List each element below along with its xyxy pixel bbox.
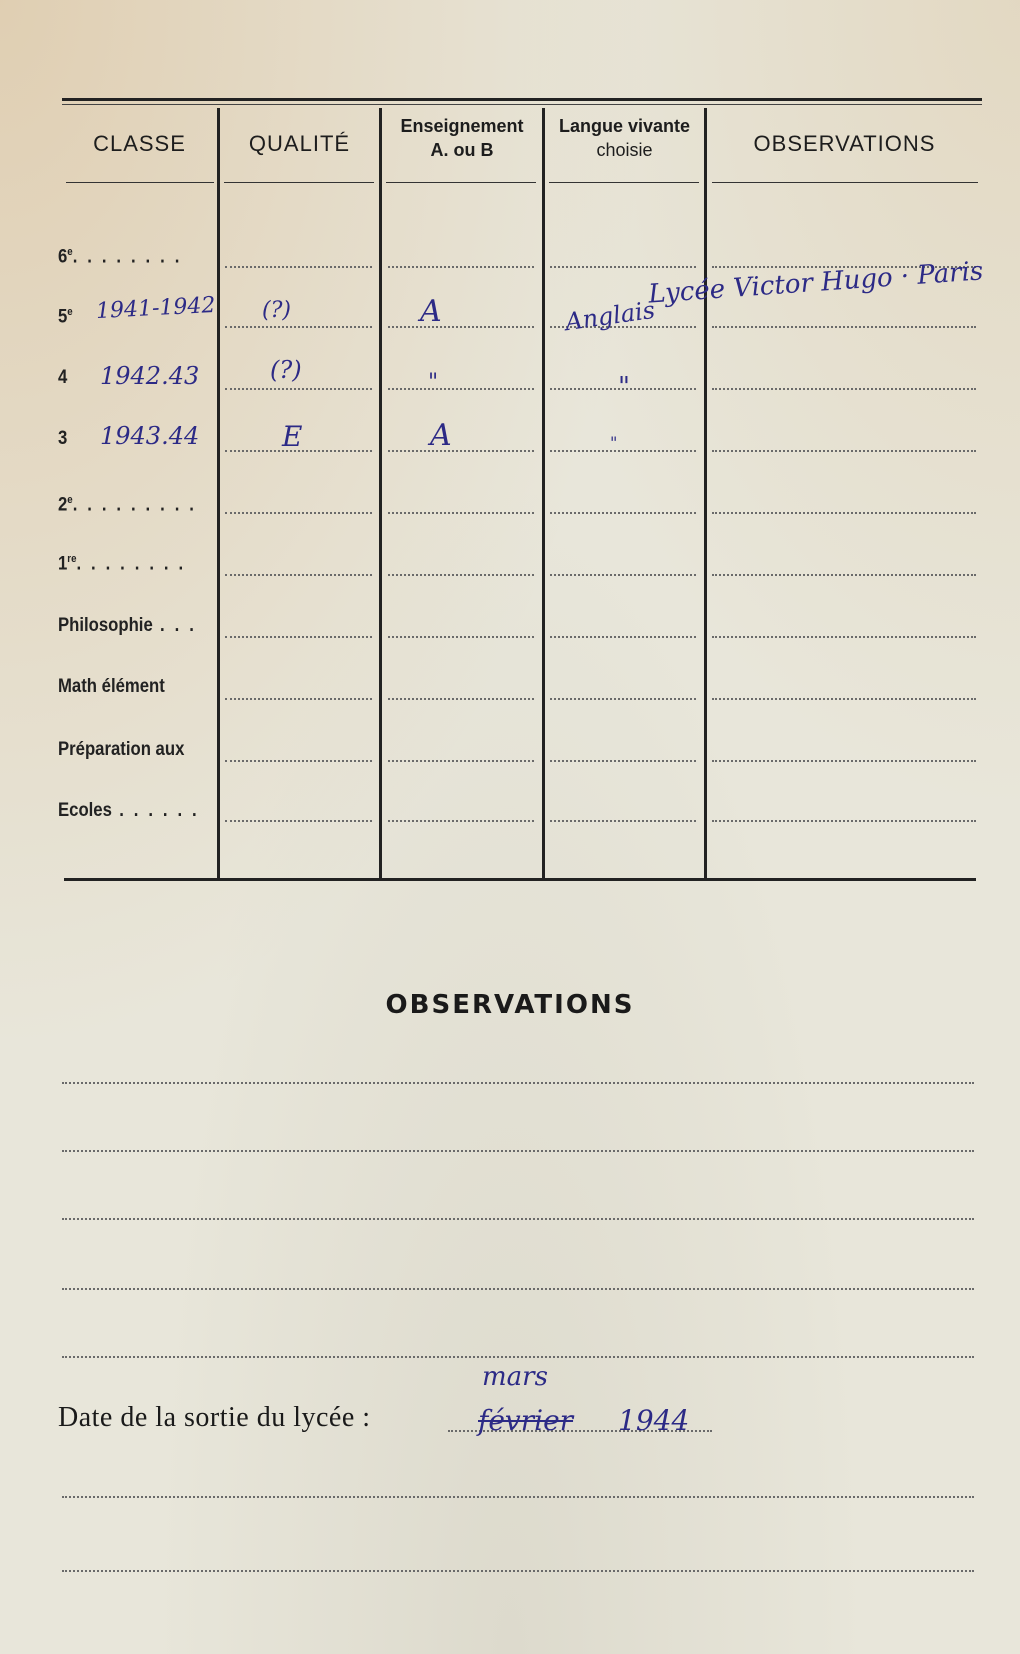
row-label-math-elem: Math élément	[58, 676, 165, 697]
table-dot-line	[225, 760, 372, 762]
table-dot-line	[225, 388, 372, 390]
header-underline-2	[224, 182, 374, 183]
header-enseignement-line1: Enseignement	[400, 116, 524, 136]
table-dot-line	[388, 512, 534, 514]
table-dot-line	[550, 512, 696, 514]
table-dot-line	[388, 698, 534, 700]
observation-dot-line	[62, 1218, 974, 1220]
hw-5e-classe: 1941-1942	[95, 292, 216, 325]
table-dot-line	[388, 574, 534, 576]
hw-5e-ens: A	[420, 294, 442, 329]
table-dot-line	[388, 450, 534, 452]
header-langue-line2: choisie	[596, 140, 653, 160]
table-dot-line	[225, 820, 372, 822]
table-dot-line	[225, 512, 372, 514]
table-dot-line	[712, 760, 976, 762]
header-qualite: QUALITÉ	[248, 131, 351, 156]
col-sep-4	[704, 108, 707, 878]
table-dot-line	[550, 820, 696, 822]
table-dot-line	[225, 574, 372, 576]
table-dot-line	[388, 820, 534, 822]
table-dot-line	[712, 512, 976, 514]
table-dot-line	[550, 698, 696, 700]
table-dot-line	[388, 326, 534, 328]
header-classe: CLASSE	[93, 131, 186, 156]
header-underline-1	[66, 182, 214, 183]
row-label-preparation: Préparation aux	[58, 739, 185, 760]
table-dot-line	[225, 326, 372, 328]
hw-3e-ens: A	[430, 418, 452, 453]
row-label-6e: 6e. . . . . . . .	[58, 246, 182, 268]
top-rule-2	[62, 104, 982, 105]
date-correction: mars	[482, 1362, 548, 1392]
date-label: Date de la sortie du lycée :	[58, 1402, 371, 1433]
table-bottom-rule	[64, 878, 976, 881]
header-underline-3	[386, 182, 536, 183]
date-year: 1944	[618, 1404, 690, 1437]
table-dot-line	[225, 698, 372, 700]
table-dot-line	[712, 574, 976, 576]
header-underline-5	[712, 182, 978, 183]
table-dot-line	[225, 636, 372, 638]
row-label-ecoles: Ecoles . . . . . .	[58, 800, 200, 821]
row-label-2e: 2e. . . . . . . . .	[58, 494, 197, 516]
hw-4e-ens: "	[428, 370, 439, 395]
table-dot-line	[550, 450, 696, 452]
table-dot-line	[712, 636, 976, 638]
table-dot-line	[712, 698, 976, 700]
table-dot-line	[388, 388, 534, 390]
table-dot-line	[712, 820, 976, 822]
observation-dot-line	[62, 1356, 974, 1358]
header-enseignement	[382, 114, 542, 162]
col-sep-2	[379, 108, 382, 878]
hw-3e-qualite: E	[282, 420, 303, 453]
table-dot-line	[225, 266, 372, 268]
hw-4e-qualite: (?)	[270, 356, 302, 384]
bottom-dotted-line-2	[62, 1570, 974, 1572]
row-label-philosophie: Philosophie . . .	[58, 615, 197, 636]
hw-5e-qualite: (?)	[262, 298, 291, 323]
table-dot-line	[712, 450, 976, 452]
observation-dot-line	[62, 1082, 974, 1084]
bottom-dotted-line-1	[62, 1496, 974, 1498]
hw-4e-langue: "	[618, 372, 630, 402]
hw-5e-langue: Anglais	[563, 295, 657, 337]
table-dot-line	[550, 266, 696, 268]
row-label-5e: 5e	[58, 306, 73, 328]
hw-5e-obs: Lycée Victor Hugo · Paris	[647, 256, 985, 310]
table-dot-line	[712, 388, 976, 390]
top-rule	[62, 98, 982, 101]
observation-dot-line	[62, 1288, 974, 1290]
header-underline-4	[549, 182, 699, 183]
row-label-4e: 4	[58, 367, 68, 388]
table-dot-line	[388, 760, 534, 762]
hw-3e-langue: "	[610, 433, 618, 452]
row-label-3e: 3	[58, 428, 68, 449]
table-dot-line	[388, 266, 534, 268]
hw-3e-classe: 1943.44	[100, 422, 200, 450]
date-struck: février	[478, 1404, 574, 1437]
table-dot-line	[550, 574, 696, 576]
table-dot-line	[550, 760, 696, 762]
row-label-1re: 1re. . . . . . . .	[58, 553, 186, 575]
header-observations: OBSERVATIONS	[753, 131, 936, 156]
col-sep-1	[217, 108, 220, 878]
observations-title: OBSERVATIONS	[385, 990, 635, 1020]
col-sep-3	[542, 108, 545, 878]
table-dot-line	[712, 326, 976, 328]
observation-dot-line	[62, 1150, 974, 1152]
hw-4e-classe: 1942.43	[100, 362, 200, 390]
table-dot-line	[388, 636, 534, 638]
header-langue	[545, 114, 704, 162]
table-dot-line	[550, 636, 696, 638]
header-langue-line1: Langue vivante	[558, 116, 691, 136]
header-enseignement-line2: A. ou B	[430, 140, 494, 160]
